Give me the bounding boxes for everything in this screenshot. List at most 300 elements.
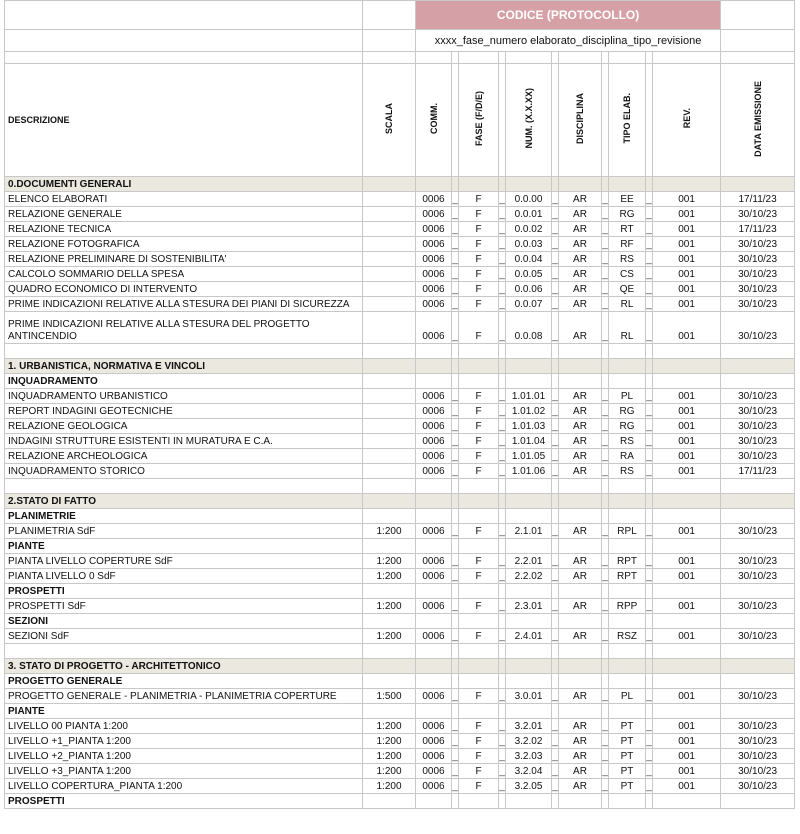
row-description: LIVELLO +1_PIANTA 1:200 xyxy=(5,734,363,749)
code-separator: _ xyxy=(452,222,459,237)
code-separator: _ xyxy=(552,237,559,252)
cell-data: 30/10/23 xyxy=(721,312,795,344)
cell-data: 30/10/23 xyxy=(721,764,795,779)
cell-num: 0.0.05 xyxy=(506,267,552,282)
cell-fase: F xyxy=(459,464,499,479)
cell-scala xyxy=(363,419,416,434)
cell-disc: AR xyxy=(559,222,602,237)
code-separator: _ xyxy=(646,569,653,584)
cell-tipo: PT xyxy=(609,719,646,734)
cell-num: 0.0.02 xyxy=(506,222,552,237)
table-row xyxy=(5,464,795,479)
row-description: RELAZIONE FOTOGRAFICA xyxy=(5,237,363,252)
code-separator: _ xyxy=(552,282,559,297)
cell-rev: 001 xyxy=(653,389,721,404)
code-separator: _ xyxy=(452,434,459,449)
cell-scala xyxy=(363,449,416,464)
cell-rev: 001 xyxy=(653,689,721,704)
cell-rev: 001 xyxy=(653,312,721,344)
cell-fase: F xyxy=(459,764,499,779)
code-separator: _ xyxy=(552,599,559,614)
cell-scala: 1:200 xyxy=(363,734,416,749)
subsection-title: PROSPETTI xyxy=(5,584,363,599)
cell-comm: 0006 xyxy=(416,282,452,297)
cell-scala xyxy=(363,297,416,312)
table-row xyxy=(5,237,795,252)
cell-rev: 001 xyxy=(653,734,721,749)
code-separator: _ xyxy=(452,749,459,764)
cell-comm: 0006 xyxy=(416,629,452,644)
col-header-rev: REV. xyxy=(681,108,692,129)
code-separator: _ xyxy=(499,404,506,419)
section-title: 2.STATO DI FATTO xyxy=(5,494,363,509)
subsection-header-row xyxy=(5,509,795,524)
code-separator: _ xyxy=(552,207,559,222)
cell-scala: 1:200 xyxy=(363,569,416,584)
cell-disc: AR xyxy=(559,312,602,344)
row-description: REPORT INDAGINI GEOTECNICHE xyxy=(5,404,363,419)
code-separator: _ xyxy=(602,779,609,794)
cell-num: 3.2.05 xyxy=(506,779,552,794)
code-separator: _ xyxy=(552,629,559,644)
cell-rev: 001 xyxy=(653,282,721,297)
cell-fase: F xyxy=(459,404,499,419)
code-separator: _ xyxy=(499,207,506,222)
code-separator: _ xyxy=(452,207,459,222)
code-separator: _ xyxy=(452,297,459,312)
cell-tipo: RS xyxy=(609,252,646,267)
row-description: INQUADRAMENTO URBANISTICO xyxy=(5,389,363,404)
cell-tipo: EE xyxy=(609,192,646,207)
code-separator: _ xyxy=(552,312,559,344)
table-row xyxy=(5,779,795,794)
cell-data: 30/10/23 xyxy=(721,297,795,312)
cell-rev: 001 xyxy=(653,464,721,479)
cell-comm: 0006 xyxy=(416,524,452,539)
subsection-header-row xyxy=(5,674,795,689)
code-separator: _ xyxy=(552,252,559,267)
cell-rev: 001 xyxy=(653,749,721,764)
cell-scala xyxy=(363,389,416,404)
col-header-scala: SCALA xyxy=(384,103,394,134)
cell-data: 30/10/23 xyxy=(721,434,795,449)
cell-tipo: PL xyxy=(609,389,646,404)
code-separator: _ xyxy=(499,749,506,764)
code-separator: _ xyxy=(452,419,459,434)
cell-disc: AR xyxy=(559,779,602,794)
cell-fase: F xyxy=(459,449,499,464)
table-row xyxy=(5,734,795,749)
cell-fase: F xyxy=(459,222,499,237)
cell-comm: 0006 xyxy=(416,267,452,282)
cell-disc: AR xyxy=(559,524,602,539)
cell-tipo: PT xyxy=(609,749,646,764)
col-header-descrizione: DESCRIZIONE xyxy=(5,64,363,177)
cell-scala xyxy=(363,434,416,449)
cell-num: 1.01.04 xyxy=(506,434,552,449)
cell-comm: 0006 xyxy=(416,404,452,419)
table-row xyxy=(5,267,795,282)
cell-tipo: RPT xyxy=(609,554,646,569)
cell-comm: 0006 xyxy=(416,252,452,267)
subsection-title: PROGETTO GENERALE xyxy=(5,674,363,689)
cell-scala xyxy=(363,312,416,344)
cell-data: 30/10/23 xyxy=(721,719,795,734)
cell-comm: 0006 xyxy=(416,237,452,252)
code-separator: _ xyxy=(646,599,653,614)
cell-rev: 001 xyxy=(653,524,721,539)
cell-tipo: PT xyxy=(609,779,646,794)
subsection-title: PIANTE xyxy=(5,539,363,554)
cell-disc: AR xyxy=(559,764,602,779)
code-separator: _ xyxy=(499,719,506,734)
cell-tipo: RT xyxy=(609,222,646,237)
code-separator: _ xyxy=(602,599,609,614)
cell-scala: 1:200 xyxy=(363,524,416,539)
code-separator: _ xyxy=(646,237,653,252)
cell-fase: F xyxy=(459,554,499,569)
code-separator: _ xyxy=(452,599,459,614)
cell-comm: 0006 xyxy=(416,419,452,434)
cell-fase: F xyxy=(459,252,499,267)
table-body xyxy=(5,177,795,809)
code-separator: _ xyxy=(646,192,653,207)
cell-disc: AR xyxy=(559,449,602,464)
code-separator: _ xyxy=(646,389,653,404)
code-separator: _ xyxy=(452,404,459,419)
elenco-elaborati-table xyxy=(4,0,795,809)
blank-row xyxy=(5,644,795,659)
cell-num: 0.0.00 xyxy=(506,192,552,207)
row-description: PIANTA LIVELLO 0 SdF xyxy=(5,569,363,584)
cell-disc: AR xyxy=(559,434,602,449)
cell-comm: 0006 xyxy=(416,569,452,584)
cell-num: 1.01.01 xyxy=(506,389,552,404)
cell-data: 30/10/23 xyxy=(721,749,795,764)
cell-disc: AR xyxy=(559,207,602,222)
subsection-header-row xyxy=(5,794,795,809)
cell-rev: 001 xyxy=(653,569,721,584)
code-separator: _ xyxy=(552,297,559,312)
row-description: PROSPETTI SdF xyxy=(5,599,363,614)
code-separator: _ xyxy=(552,764,559,779)
cell-disc: AR xyxy=(559,252,602,267)
cell-fase: F xyxy=(459,734,499,749)
cell-tipo: QE xyxy=(609,282,646,297)
cell-scala: 1:500 xyxy=(363,689,416,704)
cell-num: 0.0.03 xyxy=(506,237,552,252)
table-row xyxy=(5,252,795,267)
code-separator: _ xyxy=(452,779,459,794)
code-separator: _ xyxy=(646,689,653,704)
code-separator: _ xyxy=(646,267,653,282)
cell-disc: AR xyxy=(559,419,602,434)
cell-disc: AR xyxy=(559,192,602,207)
code-separator: _ xyxy=(646,434,653,449)
cell-fase: F xyxy=(459,569,499,584)
code-separator: _ xyxy=(602,312,609,344)
code-separator: _ xyxy=(552,192,559,207)
subsection-title: INQUADRAMENTO xyxy=(5,374,363,389)
code-separator: _ xyxy=(452,282,459,297)
cell-disc: AR xyxy=(559,734,602,749)
cell-data: 30/10/23 xyxy=(721,252,795,267)
code-separator: _ xyxy=(646,629,653,644)
cell-fase: F xyxy=(459,599,499,614)
code-separator: _ xyxy=(452,629,459,644)
cell-disc: AR xyxy=(559,282,602,297)
cell-fase: F xyxy=(459,749,499,764)
code-separator: _ xyxy=(646,207,653,222)
cell-scala xyxy=(363,192,416,207)
cell-fase: F xyxy=(459,389,499,404)
col-header-comm: COMM. xyxy=(428,103,439,134)
table-row xyxy=(5,599,795,614)
code-separator: _ xyxy=(452,764,459,779)
cell-tipo: PT xyxy=(609,734,646,749)
cell-disc: AR xyxy=(559,599,602,614)
column-header-row xyxy=(5,64,795,177)
code-separator: _ xyxy=(552,554,559,569)
code-separator: _ xyxy=(499,282,506,297)
cell-disc: AR xyxy=(559,569,602,584)
cell-disc: AR xyxy=(559,464,602,479)
cell-rev: 001 xyxy=(653,599,721,614)
code-separator: _ xyxy=(499,267,506,282)
cell-fase: F xyxy=(459,434,499,449)
code-separator: _ xyxy=(499,779,506,794)
subsection-title: SEZIONI xyxy=(5,614,363,629)
code-separator: _ xyxy=(602,554,609,569)
row-description: RELAZIONE PRELIMINARE DI SOSTENIBILITA' xyxy=(5,252,363,267)
code-separator: _ xyxy=(552,719,559,734)
cell-data: 30/10/23 xyxy=(721,779,795,794)
cell-scala: 1:200 xyxy=(363,749,416,764)
cell-num: 3.2.04 xyxy=(506,764,552,779)
code-separator: _ xyxy=(552,434,559,449)
row-description: PROGETTO GENERALE - PLANIMETRIA - PLANIMETRIA COPERTURE xyxy=(5,689,363,704)
code-separator: _ xyxy=(646,749,653,764)
row-description: RELAZIONE ARCHEOLOGICA xyxy=(5,449,363,464)
cell-num: 1.01.05 xyxy=(506,449,552,464)
cell-fase: F xyxy=(459,207,499,222)
code-separator: _ xyxy=(552,419,559,434)
code-separator: _ xyxy=(602,404,609,419)
cell-data: 30/10/23 xyxy=(721,389,795,404)
code-separator: _ xyxy=(452,734,459,749)
subsection-header-row xyxy=(5,374,795,389)
cell-tipo: RG xyxy=(609,207,646,222)
cell-num: 0.0.01 xyxy=(506,207,552,222)
code-separator: _ xyxy=(452,569,459,584)
code-separator: _ xyxy=(602,389,609,404)
cell-fase: F xyxy=(459,689,499,704)
cell-data: 30/10/23 xyxy=(721,282,795,297)
code-separator: _ xyxy=(499,599,506,614)
section-header-row xyxy=(5,494,795,509)
cell-rev: 001 xyxy=(653,237,721,252)
code-separator: _ xyxy=(646,464,653,479)
cell-disc: AR xyxy=(559,404,602,419)
code-separator: _ xyxy=(602,749,609,764)
cell-data: 30/10/23 xyxy=(721,449,795,464)
cell-num: 3.2.02 xyxy=(506,734,552,749)
cell-data: 17/11/23 xyxy=(721,464,795,479)
row-description: LIVELLO +2_PIANTA 1:200 xyxy=(5,749,363,764)
code-separator: _ xyxy=(602,629,609,644)
cell-rev: 001 xyxy=(653,404,721,419)
cell-comm: 0006 xyxy=(416,464,452,479)
cell-num: 0.0.04 xyxy=(506,252,552,267)
subsection-title: PROSPETTI xyxy=(5,794,363,809)
row-description: SEZIONI SdF xyxy=(5,629,363,644)
code-separator: _ xyxy=(499,192,506,207)
code-separator: _ xyxy=(552,389,559,404)
code-separator: _ xyxy=(602,689,609,704)
code-separator: _ xyxy=(452,524,459,539)
cell-fase: F xyxy=(459,524,499,539)
code-separator: _ xyxy=(602,267,609,282)
cell-rev: 001 xyxy=(653,207,721,222)
row-description: LIVELLO +3_PIANTA 1:200 xyxy=(5,764,363,779)
cell-fase: F xyxy=(459,719,499,734)
cell-data: 30/10/23 xyxy=(721,524,795,539)
section-header-row xyxy=(5,359,795,374)
code-separator: _ xyxy=(499,389,506,404)
cell-fase: F xyxy=(459,419,499,434)
table-row xyxy=(5,719,795,734)
code-separator: _ xyxy=(646,764,653,779)
cell-data: 30/10/23 xyxy=(721,569,795,584)
cell-comm: 0006 xyxy=(416,449,452,464)
cell-disc: AR xyxy=(559,297,602,312)
cell-scala xyxy=(363,252,416,267)
code-separator: _ xyxy=(499,629,506,644)
code-separator: _ xyxy=(602,569,609,584)
cell-disc: AR xyxy=(559,554,602,569)
code-separator: _ xyxy=(552,569,559,584)
code-separator: _ xyxy=(552,267,559,282)
cell-disc: AR xyxy=(559,629,602,644)
cell-data: 17/11/23 xyxy=(721,192,795,207)
table-row xyxy=(5,297,795,312)
cell-disc: AR xyxy=(559,749,602,764)
cell-data: 30/10/23 xyxy=(721,734,795,749)
code-separator: _ xyxy=(552,404,559,419)
cell-scala xyxy=(363,404,416,419)
code-separator: _ xyxy=(646,297,653,312)
cell-comm: 0006 xyxy=(416,764,452,779)
cell-scala xyxy=(363,237,416,252)
cell-tipo: CS xyxy=(609,267,646,282)
col-header-fase: FASE (F/D/E) xyxy=(473,90,484,146)
code-separator: _ xyxy=(499,569,506,584)
cell-comm: 0006 xyxy=(416,192,452,207)
cell-rev: 001 xyxy=(653,222,721,237)
code-separator: _ xyxy=(499,449,506,464)
cell-rev: 001 xyxy=(653,192,721,207)
cell-num: 3.2.03 xyxy=(506,749,552,764)
cell-rev: 001 xyxy=(653,297,721,312)
code-separator: _ xyxy=(499,689,506,704)
cell-scala: 1:200 xyxy=(363,554,416,569)
cell-tipo: PL xyxy=(609,689,646,704)
cell-num: 0.0.07 xyxy=(506,297,552,312)
code-separator: _ xyxy=(452,719,459,734)
cell-num: 3.2.01 xyxy=(506,719,552,734)
code-separator: _ xyxy=(499,524,506,539)
subsection-header-row xyxy=(5,539,795,554)
row-description: INDAGINI STRUTTURE ESISTENTI IN MURATURA E C.A. xyxy=(5,434,363,449)
cell-comm: 0006 xyxy=(416,222,452,237)
row-description: INQUADRAMENTO STORICO xyxy=(5,464,363,479)
cell-num: 2.2.01 xyxy=(506,554,552,569)
code-separator: _ xyxy=(452,464,459,479)
cell-data: 30/10/23 xyxy=(721,554,795,569)
cell-data: 17/11/23 xyxy=(721,222,795,237)
cell-rev: 001 xyxy=(653,434,721,449)
table-row xyxy=(5,404,795,419)
cell-tipo: RS xyxy=(609,434,646,449)
code-separator: _ xyxy=(499,237,506,252)
table-row xyxy=(5,207,795,222)
code-separator: _ xyxy=(552,449,559,464)
cell-rev: 001 xyxy=(653,629,721,644)
cell-comm: 0006 xyxy=(416,207,452,222)
col-header-disciplina: DISCIPLINA xyxy=(575,92,585,144)
blank-row xyxy=(5,479,795,494)
code-separator: _ xyxy=(646,554,653,569)
table-row xyxy=(5,749,795,764)
code-separator: _ xyxy=(452,449,459,464)
code-separator: _ xyxy=(552,464,559,479)
row-description: RELAZIONE GEOLOGICA xyxy=(5,419,363,434)
cell-rev: 001 xyxy=(653,419,721,434)
cell-data: 30/10/23 xyxy=(721,419,795,434)
cell-num: 1.01.06 xyxy=(506,464,552,479)
code-separator: _ xyxy=(552,779,559,794)
table-row xyxy=(5,629,795,644)
code-separator: _ xyxy=(499,434,506,449)
cell-fase: F xyxy=(459,192,499,207)
cell-comm: 0006 xyxy=(416,689,452,704)
code-separator: _ xyxy=(499,734,506,749)
cell-tipo: RPL xyxy=(609,524,646,539)
code-separator: _ xyxy=(552,222,559,237)
cell-data: 30/10/23 xyxy=(721,629,795,644)
protocol-code-pattern: xxxx_fase_numero elaborato_disciplina_tipo_revisione xyxy=(416,30,721,52)
row-description: CALCOLO SOMMARIO DELLA SPESA xyxy=(5,267,363,282)
code-separator: _ xyxy=(452,689,459,704)
cell-data: 30/10/23 xyxy=(721,404,795,419)
table-row xyxy=(5,389,795,404)
code-separator: _ xyxy=(602,719,609,734)
table-row xyxy=(5,689,795,704)
subsection-header-row xyxy=(5,614,795,629)
cell-num: 2.4.01 xyxy=(506,629,552,644)
code-separator: _ xyxy=(646,404,653,419)
code-separator: _ xyxy=(602,524,609,539)
subsection-title: PIANTE xyxy=(5,704,363,719)
code-separator: _ xyxy=(552,749,559,764)
cell-scala: 1:200 xyxy=(363,599,416,614)
col-header-tipo: TIPO ELAB. xyxy=(622,93,632,144)
cell-tipo: RG xyxy=(609,419,646,434)
cell-tipo: RPT xyxy=(609,569,646,584)
code-separator: _ xyxy=(646,734,653,749)
table-row xyxy=(5,764,795,779)
code-separator: _ xyxy=(499,252,506,267)
